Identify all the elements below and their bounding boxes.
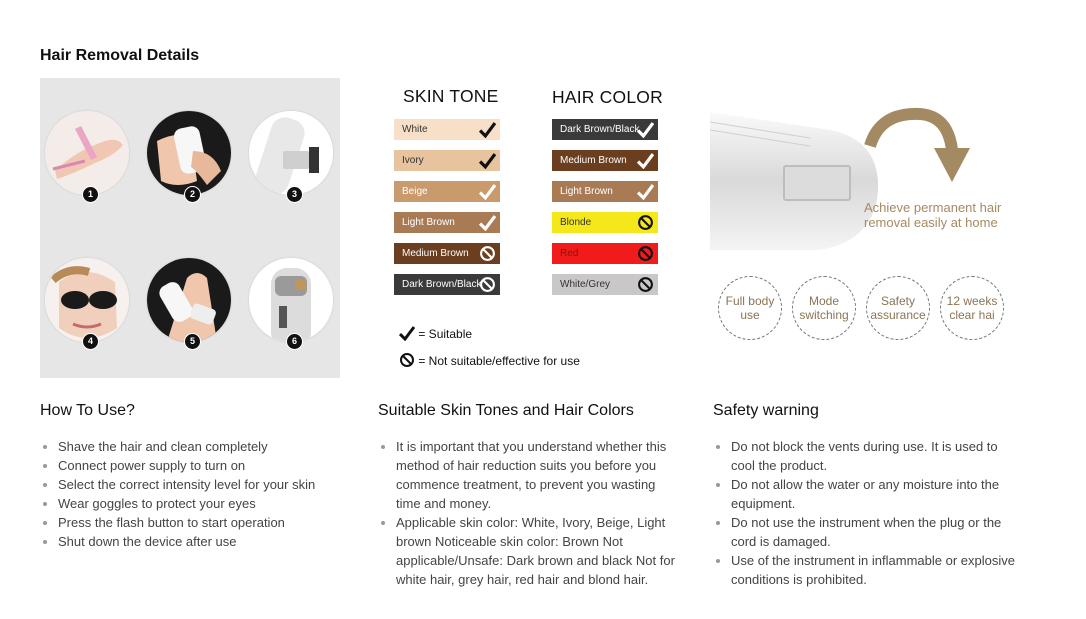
hair-color-swatch <box>552 212 658 233</box>
step-6 <box>249 258 333 346</box>
usage-steps-image <box>40 78 340 378</box>
goggles-face-icon <box>45 258 129 342</box>
step-number: 2 <box>184 186 201 203</box>
check-icon <box>479 214 496 231</box>
safety-list <box>713 437 1018 589</box>
prohibited-icon <box>479 245 496 262</box>
skin-tone-swatch <box>394 243 500 264</box>
hair-color-swatch <box>552 150 658 171</box>
prohibited-icon <box>637 245 654 262</box>
list-item: Press the flash button to start operation <box>58 513 360 532</box>
check-icon <box>479 152 496 169</box>
hair-color-swatch <box>552 119 658 140</box>
skin-tone-swatch-label: Medium Brown <box>402 248 469 259</box>
feature-mode-switching: Mode switching <box>792 276 856 340</box>
page-title: Hair Removal Details <box>40 47 200 64</box>
skin-tone-swatch <box>394 181 500 202</box>
skin-tone-swatch-label: Light Brown <box>402 217 455 228</box>
prohibited-icon <box>637 276 654 293</box>
check-icon <box>479 183 496 200</box>
step-2 <box>147 111 231 199</box>
feature-safety-assurance: Safety assurance <box>866 276 930 340</box>
skin-tone-swatch <box>394 274 500 295</box>
device-off-icon <box>249 258 333 342</box>
how-to-use-list <box>40 437 360 551</box>
hair-color-heading: HAIR COLOR <box>552 87 663 107</box>
how-to-use-title: How To Use? <box>40 402 135 419</box>
hair-color-swatch-label: Blonde <box>560 217 592 228</box>
intensity-device-icon <box>249 111 333 195</box>
list-item: It is important that you understand whether this method of hair reduction suits you before you commence treatment, to prevent you wasting time and money. <box>396 437 683 513</box>
step-number: 5 <box>184 333 201 350</box>
list-item: Applicable skin color: White, Ivory, Beige, Light brown Noticeable skin color: Brown Not applicable/Unsafe: Dark brown and black Not for white hair, grey hair, red hair and blond hair. <box>396 513 683 589</box>
feature-12-weeks: 12 weeks clear hai <box>940 276 1004 340</box>
power-device-icon <box>147 111 231 195</box>
hair-color-swatch-label: Light Brown <box>560 186 613 197</box>
step-number: 6 <box>286 333 303 350</box>
feature-full-body: Full body use <box>718 276 782 340</box>
hair-color-swatch <box>552 181 658 202</box>
safety-title: Safety warning <box>713 402 819 419</box>
list-item: Shut down the device after use <box>58 532 360 551</box>
hair-color-swatch-label: Medium Brown <box>560 155 627 166</box>
hair-color-swatch <box>552 243 658 264</box>
legend-not-suitable <box>399 352 580 368</box>
banner-headline-line1: Achieve permanent hair <box>864 200 1002 215</box>
list-item: Wear goggles to protect your eyes <box>58 494 360 513</box>
suitable-section <box>378 402 683 589</box>
hair-color-swatch-label: Red <box>560 248 579 259</box>
check-icon <box>637 152 654 169</box>
step-3 <box>249 111 333 199</box>
hair-color-swatch-label: Dark Brown/Black <box>560 124 640 135</box>
step-5 <box>147 258 231 346</box>
skin-tone-swatch-label: White <box>402 124 428 135</box>
skin-tone-swatch <box>394 212 500 233</box>
suitable-title: Suitable Skin Tones and Hair Colors <box>378 402 634 419</box>
check-icon <box>637 183 654 200</box>
list-item: Do not allow the water or any moisture into the equipment. <box>731 475 1018 513</box>
skin-tone-swatch-label: Dark Brown/Black <box>402 279 482 290</box>
check-icon <box>637 121 654 138</box>
step-number: 4 <box>82 333 99 350</box>
skin-tone-swatch-label: Beige <box>402 186 428 197</box>
hair-color-swatch-label: White/Grey <box>560 279 611 290</box>
hair-color-swatch <box>552 274 658 295</box>
safety-section <box>713 402 1018 589</box>
list-item: Do not block the vents during use. It is used to cool the product. <box>731 437 1018 475</box>
prohibited-icon <box>479 276 496 293</box>
banner-headline <box>864 200 1001 230</box>
skin-tone-swatch <box>394 119 500 140</box>
skin-tone-swatch-label: Ivory <box>402 155 424 166</box>
curved-arrow-icon <box>860 106 970 196</box>
check-icon <box>479 121 496 138</box>
legend-suitable-label: = Suitable <box>418 327 473 341</box>
device-banner <box>710 100 1010 350</box>
list-item: Do not use the instrument when the plug or the cord is damaged. <box>731 513 1018 551</box>
how-to-use-section <box>40 402 360 551</box>
prohibited-icon <box>637 214 654 231</box>
list-item: Shave the hair and clean completely <box>58 437 360 456</box>
list-item: Connect power supply to turn on <box>58 456 360 475</box>
legend-not-suitable-label: = Not suitable/effective for use <box>418 354 580 368</box>
suitable-list <box>378 437 683 589</box>
check-icon <box>399 325 415 341</box>
step-number: 1 <box>82 186 99 203</box>
step-number: 3 <box>286 186 303 203</box>
skin-tone-list <box>394 119 504 309</box>
skin-tone-heading: SKIN TONE <box>403 86 499 106</box>
shaving-hand-icon <box>45 111 129 195</box>
skin-tone-swatch <box>394 150 500 171</box>
prohibited-icon <box>399 352 415 368</box>
legend-suitable <box>399 325 472 341</box>
banner-headline-line2: removal easily at home <box>864 215 998 230</box>
list-item: Select the correct intensity level for your skin <box>58 475 360 494</box>
flash-arm-icon <box>147 258 231 342</box>
hair-color-list <box>552 119 662 309</box>
step-4 <box>45 258 129 346</box>
list-item: Use of the instrument in inflammable or explosive conditions is prohibited. <box>731 551 1018 589</box>
step-1 <box>45 111 129 199</box>
